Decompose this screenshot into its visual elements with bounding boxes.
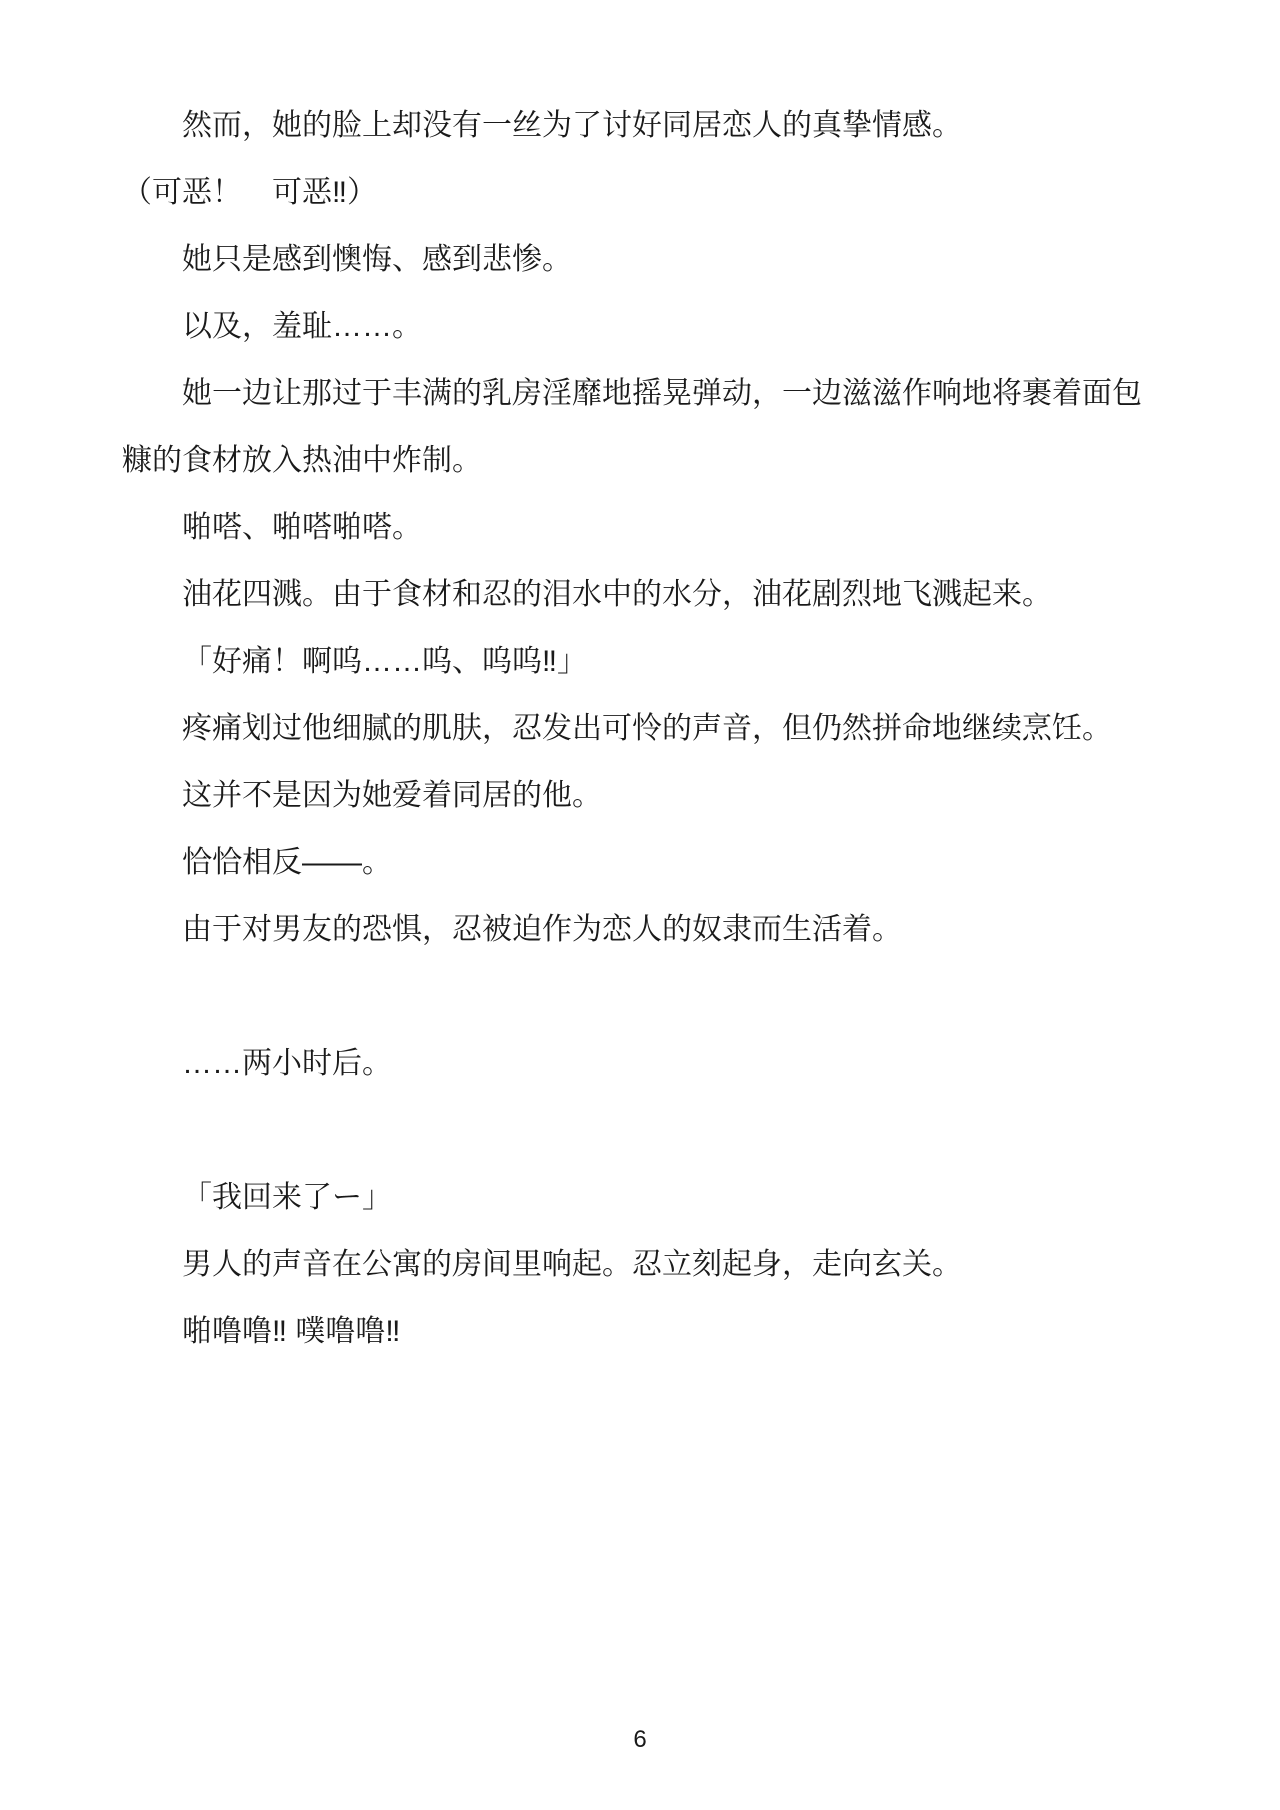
text-line: 她只是感到懊悔、感到悲惨。 xyxy=(182,243,572,276)
text-line: 男人的声音在公寓的房间里响起。忍立刻起身，走向玄关。 xyxy=(182,1248,962,1281)
text-line: 疼痛划过他细腻的肌肤，忍发出可怜的声音，但仍然拼命地继续烹饪。 xyxy=(182,712,1112,745)
text-line: 啪嗒、啪嗒啪嗒。 xyxy=(182,511,422,544)
text-line: 啪噜噜‼ 噗噜噜‼ xyxy=(182,1315,401,1348)
page-footer xyxy=(0,1722,1280,1758)
text-line: 糠的食材放入热油中炸制。 xyxy=(122,444,482,477)
text-line: 恰恰相反——。 xyxy=(182,846,392,879)
text-line: 这并不是因为她爱着同居的他。 xyxy=(182,779,602,812)
text-line: 「好痛！啊呜……呜、呜呜‼」 xyxy=(182,645,587,678)
text-line: 由于对男友的恐惧，忍被迫作为恋人的奴隶而生活着。 xyxy=(182,913,902,946)
text-line: 油花四溅。由于食材和忍的泪水中的水分，油花剧烈地飞溅起来。 xyxy=(182,578,1052,611)
blank-line xyxy=(122,963,1158,1030)
blank-line xyxy=(122,1097,1158,1164)
text-line: （可恶！ 可恶‼） xyxy=(122,176,377,209)
text-line: 她一边让那过于丰满的乳房淫靡地摇晃弹动，一边滋滋作响地将裹着面包 xyxy=(182,377,1142,410)
text-line: 以及，羞耻……。 xyxy=(182,310,422,343)
page-number: 6 xyxy=(633,1726,647,1753)
text-line: 「我回来了ー」 xyxy=(182,1181,392,1214)
text-line: 然而，她的脸上却没有一丝为了讨好同居恋人的真挚情感。 xyxy=(182,109,962,142)
text-line: ……两小时后。 xyxy=(182,1047,392,1080)
